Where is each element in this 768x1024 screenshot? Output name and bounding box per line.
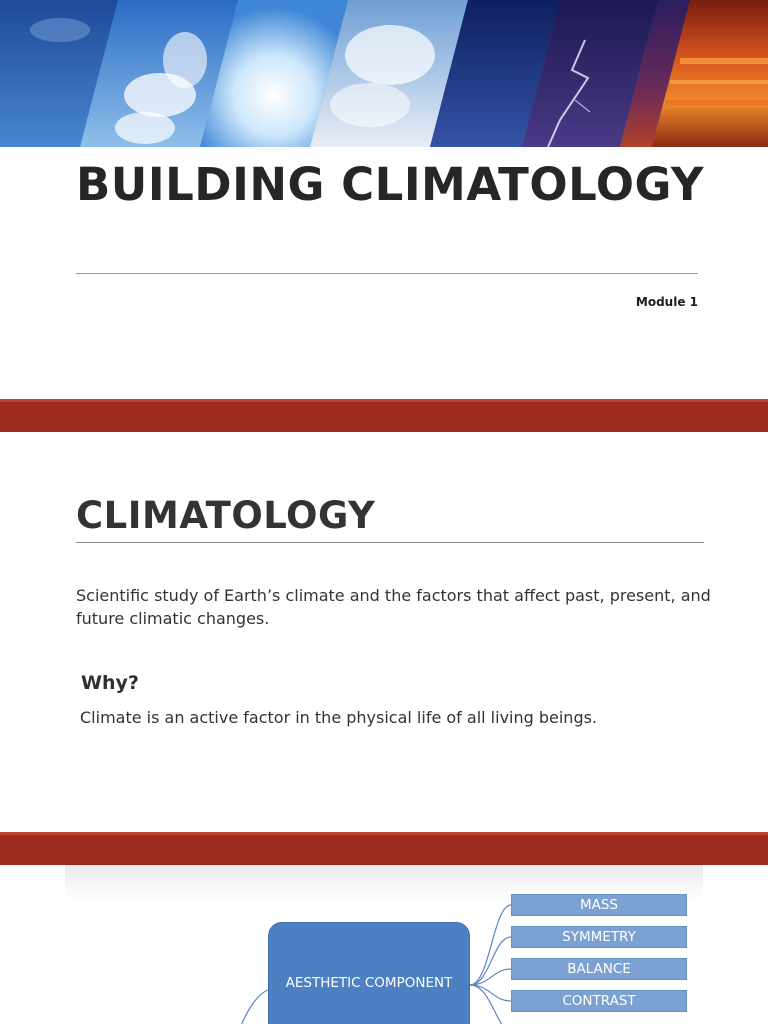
slide-heading: CLIMATOLOGY xyxy=(76,494,376,537)
why-heading: Why? xyxy=(81,672,139,694)
slide-separator-bar xyxy=(0,832,768,865)
aesthetic-diagram-slide xyxy=(65,865,703,1024)
definition-text: Scientific study of Earth’s climate and the factors that affect past, present, and future climatic changes. xyxy=(76,586,711,628)
branch-node-contrast: CONTRAST xyxy=(511,990,687,1012)
center-node-label: AESTHETIC COMPONENT xyxy=(285,975,453,991)
slide-separator-bar xyxy=(0,399,768,432)
climate-banner-image xyxy=(0,0,768,147)
branch-node-balance: BALANCE xyxy=(511,958,687,980)
why-text: Climate is an active factor in the physical life of all living beings. xyxy=(80,708,598,727)
module-label: Module 1 xyxy=(635,295,698,309)
heading-divider xyxy=(76,542,704,543)
branch-node-mass: MASS xyxy=(511,894,687,916)
branch-node-symmetry: SYMMETRY xyxy=(511,926,687,948)
presentation-title: BUILDING CLIMATOLOGY xyxy=(76,158,704,211)
center-node xyxy=(268,922,470,1024)
title-divider xyxy=(76,273,698,274)
